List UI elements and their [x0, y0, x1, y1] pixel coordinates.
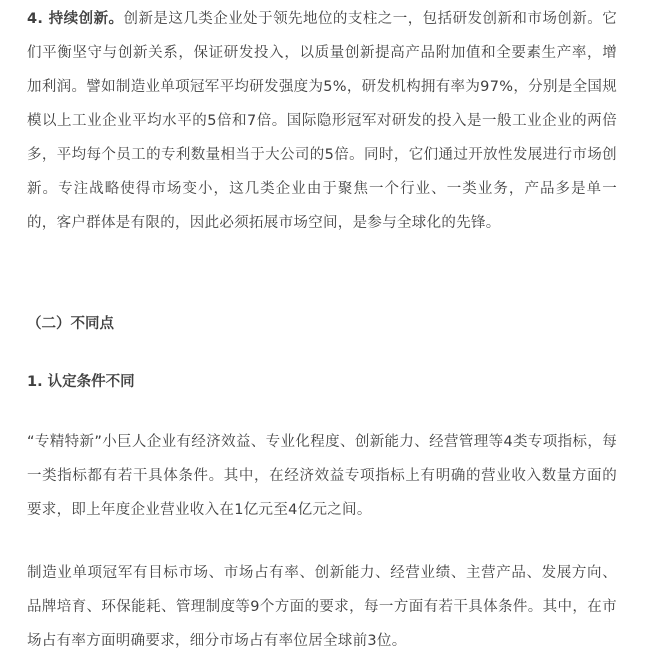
paragraph-text: 创新是这几类企业处于领先地位的支柱之一，包括研发创新和市场创新。它们平衡坚守与创新关系，保证研发投入，以质量创新提高产品附加值和全要素生产率，增加利润。譬如制造业单项冠军平均研发强度为5%，研发机构拥有率为97%，分别是全国规模以上工业企业平均水平的5倍和7倍。国际隐形冠军对研发的投入是一般工业企业的两倍多，平均每个员工的专利数量相当于大公司的5倍。同时，它们通过开放性发展进行市场创新。专注战略使得市场变小，这几类企业由于聚焦一个行业、一类业务，产品多是单一的，客户群体是有限的，因此必须拓展市场空间，是参与全球化的先锋。 [27, 11, 617, 231]
subheading-differences: （二）不同点 [27, 316, 114, 332]
item-heading-criteria: 1. 认定条件不同 [27, 374, 135, 390]
paragraph-single-champions: 制造业单项冠军有目标市场、市场占有率、创新能力、经营业绩、主营产品、发展方向、品牌培育、环保能耗、管理制度等9个方面的要求，每一方面有若干具体条件。其中，在市场占有率方面明确要求，细分市场占有率位居全球前3位。 [27, 565, 617, 649]
paragraph-continuous-innovation [27, 2, 617, 240]
paragraph-lead-title: 4. 持续创新。 [27, 11, 124, 27]
paragraph-small-giants: “专精特新”小巨人企业有经济效益、专业化程度、创新能力、经营管理等4类专项指标，每一类指标都有若干具体条件。其中，在经济效益专项指标上有明确的营业收入数量方面的要求，即上年度企业营业收入在1亿元至4亿元之间。 [27, 434, 617, 518]
